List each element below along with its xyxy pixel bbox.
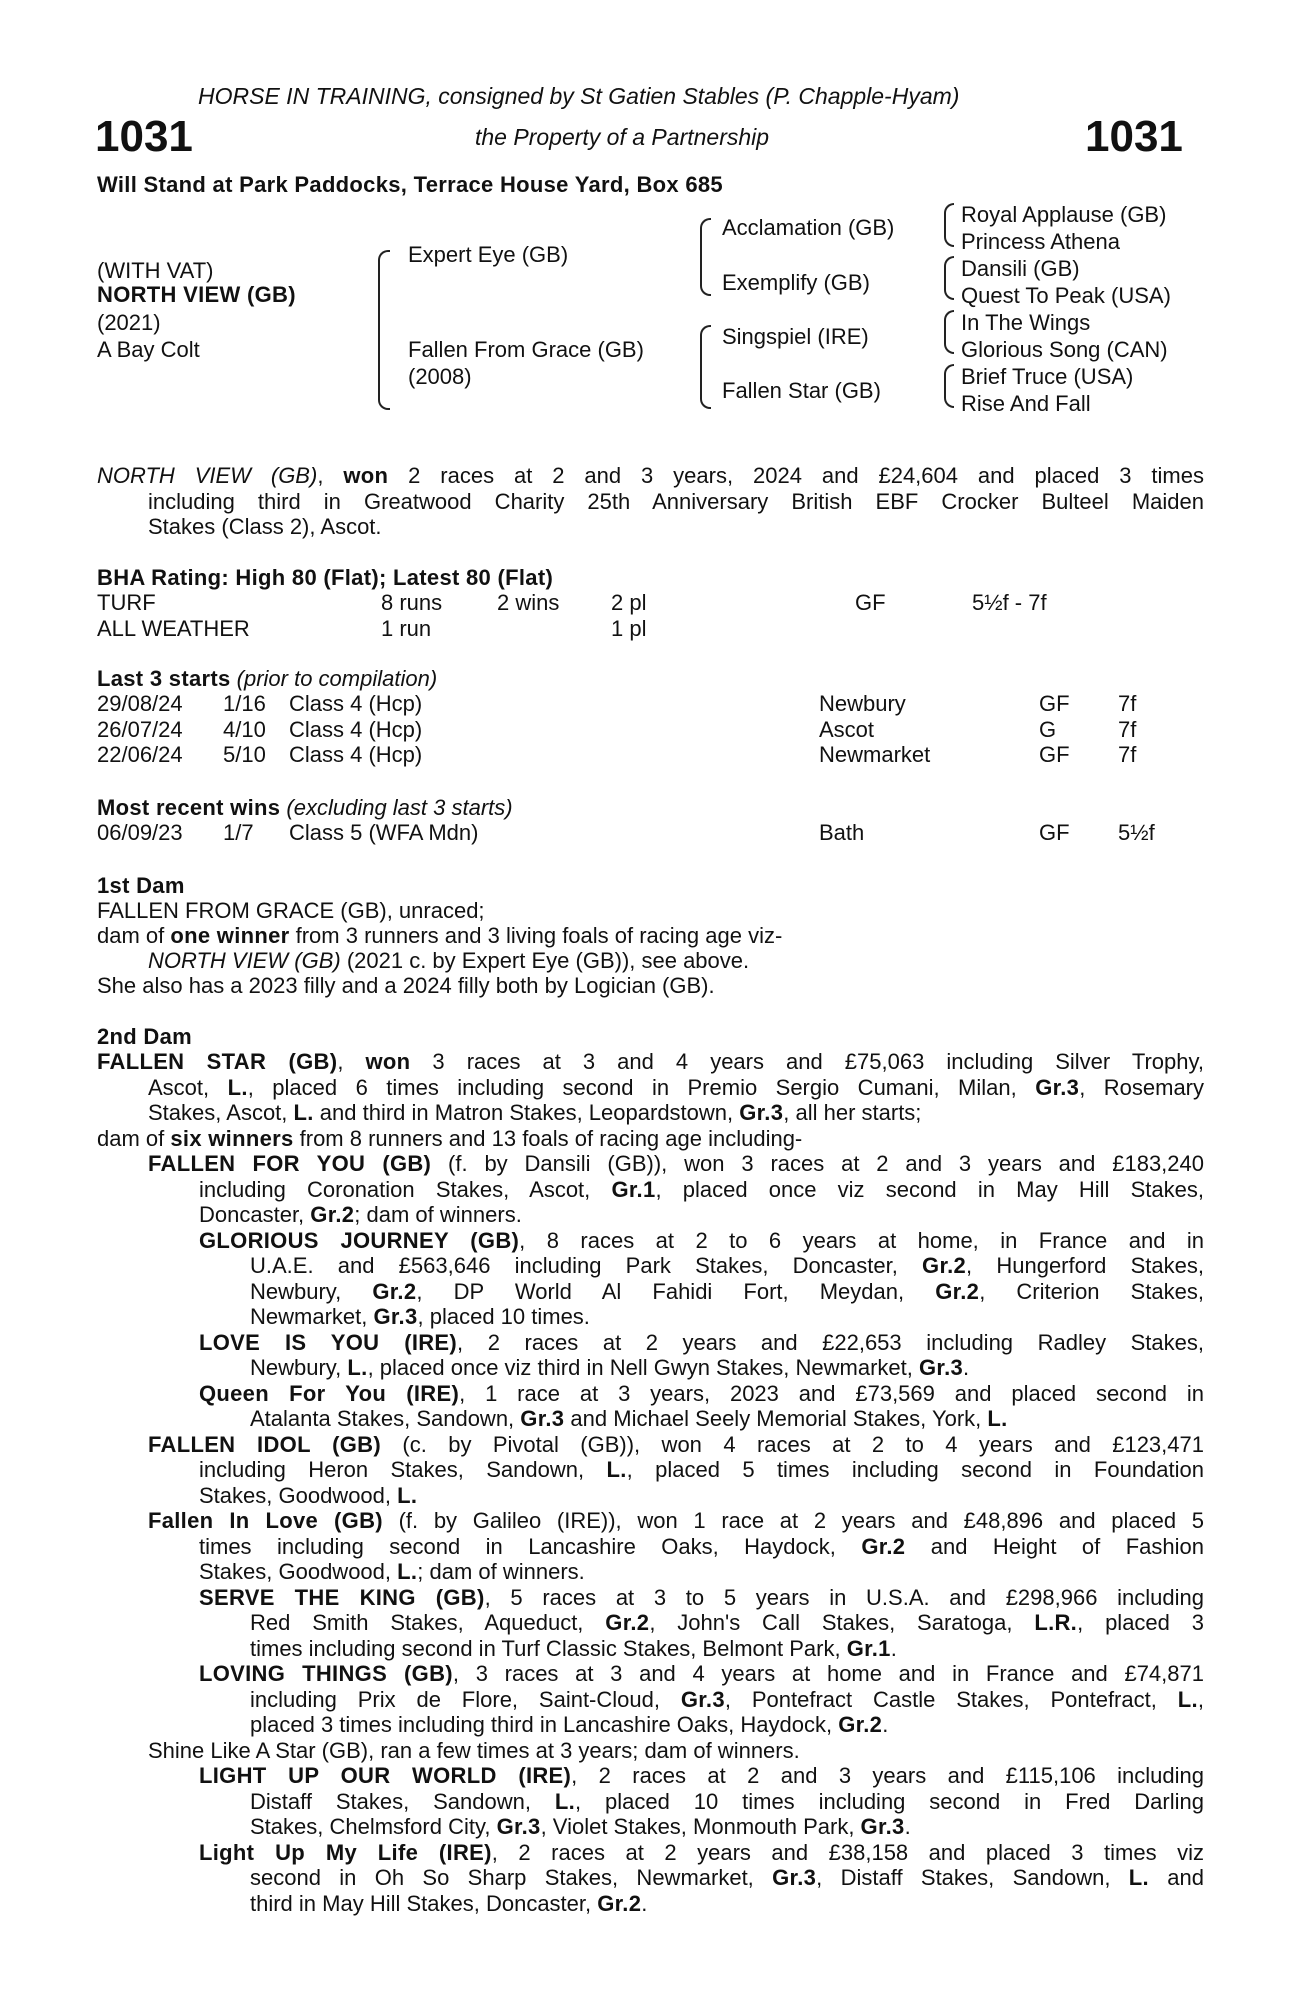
race-position: 4/10 [223,716,266,742]
property-line: the Property of a Partnership [475,124,770,150]
bold-text: L. [987,1406,1008,1431]
text: times including second in Lancashire Oaks, Haydock, [199,1533,862,1559]
summary-text: 2 races at 2 and 3 years, 2024 and £24,604 and placed 3 times [388,463,1204,488]
text: , DP World Al Fahidi Fort, Meydan, [416,1278,936,1304]
bold-text: Gr.1 [846,1635,891,1661]
produce-entry [97,1228,1204,1330]
text: , Violet Stakes, Monmouth Park, [540,1814,861,1839]
pedigree-sire: Expert Eye (GB) [408,242,569,267]
bold-text: LOVING THINGS (GB) [199,1661,453,1686]
pedigree-dds: Brief Truce (USA) [961,364,1134,389]
bold-text: Light Up My Life (IRE) [199,1839,492,1865]
text: , Criterion Stakes, [979,1278,1204,1304]
text: (f. by Galileo (IRE)), won 1 race at 2 years and £48,896 and placed 5 [382,1508,1204,1533]
text: , Pontefract Castle Stakes, Pontefract, [724,1686,1178,1712]
produce-line [97,1636,1204,1662]
produce-line [97,1304,1204,1330]
bold-text: L. [293,1100,314,1125]
produce-entry [97,1585,1204,1662]
produce-line [97,1253,1204,1279]
horse-description: A Bay Colt [97,337,200,362]
produce-line [97,1406,1204,1432]
text: , [1197,1686,1204,1712]
rating-runs: 1 run [381,616,432,641]
second-dam-body [97,1049,1204,1916]
bold-text: Gr.2 [372,1278,417,1304]
produce-entry [97,1508,1204,1585]
race-distance: 7f [1118,691,1137,716]
bold-text: LIGHT UP OUR WORLD (IRE) [199,1763,572,1788]
pedigree-brace-main [378,250,390,410]
produce-line [97,1559,1204,1585]
bold-text: L. [606,1457,627,1482]
produce-entry [97,1330,1204,1381]
produce-line [97,1049,1204,1075]
produce-line [97,1661,1204,1687]
produce-line [97,1100,1204,1126]
race-course: Newbury [819,691,906,716]
race-date: 29/08/24 [97,691,183,716]
text: Stakes, Goodwood, [199,1482,398,1508]
bold-text: Gr.3 [496,1814,541,1839]
race-class: Class 5 (WFA Mdn) [289,820,479,845]
race-position: 1/7 [223,820,254,845]
produce-entry [97,1151,1204,1228]
bold-text: L. [554,1788,576,1814]
text: , 2 races at 2 and 3 years and £115,106 including [571,1763,1205,1788]
bold-text: Gr.1 [611,1176,656,1202]
text: . [890,1635,897,1661]
race-date: 22/06/24 [97,742,183,767]
pedigree-dd: Fallen Star (GB) [722,378,881,403]
text: , placed 3 [1077,1610,1205,1635]
rating-surface: TURF [97,590,156,615]
text: Doncaster, [199,1202,311,1227]
produce-line [97,1177,1204,1203]
text: , Hungerford Stakes, [966,1253,1204,1278]
rating-placed: 1 pl [611,616,647,641]
race-course: Bath [819,820,865,845]
bold-text: Gr.3 [520,1406,565,1431]
text: , 1 race at 3 years, 2023 and £73,569 and placed second in [459,1380,1204,1406]
race-distance: 7f [1118,716,1137,742]
horse-name: NORTH VIEW (GB) [97,282,296,307]
bold-text: Gr.2 [838,1712,883,1737]
text: Ascot, [148,1074,228,1100]
pedigree-dsd: Glorious Song (CAN) [961,337,1168,362]
text: including Prix de Flore, Saint-Cloud, [250,1686,681,1712]
race-going: G [1039,716,1057,742]
rating-surface: ALL WEATHER [97,616,250,641]
first-dam-line2: dam of one winner from 3 runners and 3 living foals of racing age viz- [97,923,783,948]
text: , Rosemary [1079,1074,1205,1100]
text: U.A.E. and £563,646 including Park Stakes, Doncaster, [250,1253,923,1278]
bold-text: L. [347,1355,368,1380]
rating-wins: 2 wins [497,590,560,615]
box-location: Will Stand at Park Paddocks, Terrace House Yard, Box 685 [97,172,723,197]
produce-line [97,1202,1204,1228]
first-dam-line4: She also has a 2023 filly and a 2024 filly both by Logician (GB). [97,973,715,998]
bold-text: L. [1128,1865,1149,1890]
lot-number-left: 1031 [95,112,193,161]
produce-line [97,1814,1204,1840]
race-going: GF [1039,691,1070,716]
produce-line [97,1585,1204,1611]
bold-text: Gr.3 [373,1304,418,1329]
pedigree-sdd: Quest To Peak (USA) [961,283,1171,308]
pedigree-dam: Fallen From Grace (GB) [408,337,644,362]
produce-line [97,1330,1204,1356]
first-dam-line1: FALLEN FROM GRACE (GB), unraced; [97,898,485,923]
text: third in May Hill Stakes, Doncaster, [250,1890,598,1916]
text: Distaff Stakes, Sandown, [250,1788,555,1814]
bold-text: SERVE THE KING (GB) [199,1584,485,1610]
produce-entry [97,1432,1204,1509]
bold-text: Gr.2 [605,1610,650,1635]
text: Stakes, Ascot, [148,1100,294,1125]
text: , 8 races at 2 to 6 years at home, in France and in [519,1227,1204,1253]
produce-line [97,1483,1204,1509]
race-distance: 7f [1118,742,1137,767]
text: , placed 6 times including second in Premio Sergio Cumani, Milan, [247,1074,1036,1100]
race-position: 1/16 [223,691,266,716]
text: , placed 5 times including second in Foundation [626,1457,1204,1482]
bold-text: won [365,1049,411,1074]
bold-text: Gr.3 [739,1100,784,1125]
text: including Coronation Stakes, Ascot, [199,1176,612,1202]
text: , 2 races at 2 years and £38,158 and placed 3 times viz [491,1839,1204,1865]
bold-text: Gr.3 [680,1686,725,1712]
race-summary: NORTH VIEW (GB), won 2 races at 2 and 3 years, 2024 and £24,604 and placed 3 times including third in Greatwood Charity 25th Anniversary British EBF Crocker Bulteel Maiden Stakes (Class 2), Ascot. [97,463,1204,539]
produce-line [97,1279,1204,1305]
text: . [882,1712,889,1737]
bold-text: FALLEN FOR YOU (GB) [148,1151,432,1176]
text: times including second in Turf Classic Stakes, Belmont Park, [250,1635,847,1661]
first-dam-line3: NORTH VIEW (GB) (2021 c. by Expert Eye (GB)), see above. [148,948,750,973]
produce-entry [97,1738,1204,1764]
produce-line [97,1151,1204,1177]
produce-entry [97,1049,1204,1126]
rating-runs: 8 runs [381,590,443,615]
produce-entry [97,1661,1204,1738]
produce-line [97,1075,1204,1101]
race-going: GF [1039,820,1070,845]
bold-text: L. [227,1074,248,1100]
race-course: Ascot [819,716,875,742]
text: and [1148,1865,1204,1890]
vat-label: (WITH VAT) [97,258,214,283]
text: ; dam of winners. [417,1559,585,1584]
produce-line [97,1228,1204,1254]
horse-year: (2021) [97,310,161,335]
race-course: Newmarket [819,742,931,767]
produce-line [97,1610,1204,1636]
text: dam of [97,1125,171,1151]
produce-line [97,1355,1204,1381]
produce-line [97,1891,1204,1917]
pedigree-sss: Royal Applause (GB) [961,202,1167,227]
produce-entry [97,1763,1204,1840]
text: , 5 races at 3 to 5 years in U.S.A. and £298,966 including [484,1584,1204,1610]
pedigree-brace-dam [700,325,711,409]
pedigree-ds: Singspiel (IRE) [722,324,869,349]
summary-line2: including third in Greatwood Charity 25th Anniversary British EBF Crocker Bulteel Maiden [148,488,1204,514]
produce-line [97,1687,1204,1713]
rating-distance: 5½f - 7f [972,590,1047,615]
bold-text: L. [397,1482,418,1508]
bold-text: FALLEN STAR (GB) [97,1049,338,1074]
pedigree-brace-ss [944,203,954,247]
text: , 3 races at 3 and 4 years at home and in France and £74,871 [452,1661,1204,1686]
text: , John's Call Stakes, Saratoga, [649,1610,1035,1635]
text: Red Smith Stakes, Aqueduct, [250,1610,606,1635]
produce-line [97,1763,1204,1789]
pedigree-brace-sire [700,218,711,296]
first-dam-heading: 1st Dam [97,873,185,898]
text: . [904,1814,911,1839]
produce-line [97,1381,1204,1407]
produce-line [97,1738,1204,1764]
text: , all her starts; [783,1100,922,1125]
bold-text: Gr.2 [922,1253,967,1278]
race-date: 26/07/24 [97,716,183,742]
text: , placed 10 times. [417,1304,590,1329]
pedigree-brace-ds [944,310,954,354]
text: (c. by Pivotal (GB)), won 4 races at 2 to 4 years and £123,471 [380,1431,1204,1457]
pedigree-sds: Dansili (GB) [961,256,1080,281]
produce-line [97,1508,1204,1534]
pedigree-brace-dd [944,364,954,408]
bold-text: Fallen In Love (GB) [148,1508,383,1533]
race-distance: 5½f [1118,820,1155,845]
text: Stakes, Goodwood, [199,1559,398,1584]
text: , placed once viz third in Nell Gwyn Stakes, Newmarket, [367,1355,920,1380]
bold-text: Gr.3 [919,1355,964,1380]
bold-text: Gr.2 [935,1278,980,1304]
text: Newbury, [250,1278,373,1304]
produce-entry [97,1840,1204,1917]
pedigree-sd: Exemplify (GB) [722,270,870,295]
recent-wins-heading: Most recent wins (excluding last 3 starts) [97,795,513,820]
bold-text: L. [397,1559,418,1584]
bold-text: six winners [170,1125,294,1151]
bold-text: Gr.3 [860,1814,905,1839]
pedigree-dss: In The Wings [961,310,1091,335]
text: second in Oh So Sharp Stakes, Newmarket, [250,1865,773,1890]
produce-line [97,1432,1204,1458]
race-class: Class 4 (Hcp) [289,742,423,767]
text: and Michael Seely Memorial Stakes, York, [564,1406,988,1431]
pedigree-ssd: Princess Athena [961,229,1120,254]
text: Shine Like A Star (GB), ran a few times at 3 years; dam of winners. [148,1737,800,1763]
rating-heading: BHA Rating: High 80 (Flat); Latest 80 (Flat) [97,565,554,590]
bold-text: Gr.2 [861,1533,906,1559]
rating-placed: 2 pl [611,590,647,615]
second-dam-heading: 2nd Dam [97,1024,193,1049]
text: from 8 runners and 13 foals of racing age including- [293,1125,803,1151]
race-going: GF [1039,742,1070,767]
text: Stakes, Chelmsford City, [250,1814,497,1839]
bold-text: Queen For You (IRE) [199,1380,460,1406]
race-class: Class 4 (Hcp) [289,716,423,742]
text: (f. by Dansili (GB)), won 3 races at 2 and 3 years and £183,240 [431,1151,1204,1176]
text: ; dam of winners. [354,1202,522,1227]
pedigree-brace-sd [944,256,954,300]
rating-going: GF [855,590,886,615]
text: including Heron Stakes, Sandown, [199,1457,607,1482]
pedigree-dam-year: (2008) [408,364,472,389]
text: , 2 races at 2 years and £22,653 including Radley Stakes, [457,1329,1204,1355]
produce-entry [97,1381,1204,1432]
bold-text: L.R. [1034,1610,1078,1635]
summary-line3: Stakes (Class 2), Ascot. [148,514,382,539]
produce-entry [97,1126,1204,1152]
text: and third in Matron Stakes, Leopardstown, [313,1100,740,1125]
text: and Height of Fashion [905,1533,1204,1559]
bold-text: Gr.3 [772,1865,817,1890]
produce-line [97,1126,1204,1152]
text: Atalanta Stakes, Sandown, [250,1406,521,1431]
produce-line [97,1457,1204,1483]
bold-text: L. [1177,1686,1198,1712]
race-date: 06/09/23 [97,820,183,845]
produce-line [97,1840,1204,1866]
text: . [641,1890,648,1916]
consignment-line: HORSE IN TRAINING, consigned by St Gatien Stables (P. Chapple-Hyam) [198,83,960,109]
produce-line [97,1534,1204,1560]
bold-text: Gr.2 [597,1890,642,1916]
text: placed 3 times including third in Lancashire Oaks, Haydock, [250,1712,839,1737]
pedigree-ss: Acclamation (GB) [722,215,895,240]
bold-text: Gr.2 [310,1202,355,1227]
text: , placed once viz second in May Hill Stakes, [655,1176,1204,1202]
text: , [337,1049,366,1074]
summary-won: won [343,463,389,488]
pedigree-ddd: Rise And Fall [961,391,1091,416]
text: . [963,1355,970,1380]
produce-line [97,1712,1204,1738]
race-position: 5/10 [223,742,266,767]
last-starts-heading: Last 3 starts (prior to compilation) [97,666,438,691]
bold-text: Gr.3 [1035,1074,1080,1100]
produce-line [97,1865,1204,1891]
text: , placed 10 times including second in Fred Darling [575,1788,1204,1814]
summary-horse-name: NORTH VIEW (GB) [97,463,318,488]
bold-text: LOVE IS YOU (IRE) [199,1329,458,1355]
text: 3 races at 3 and 4 years and £75,063 including Silver Trophy, [410,1049,1204,1074]
text: , Distaff Stakes, Sandown, [816,1865,1129,1890]
race-class: Class 4 (Hcp) [289,691,423,716]
bold-text: FALLEN IDOL (GB) [148,1431,381,1457]
text: Newbury, [250,1355,348,1380]
lot-number-right: 1031 [1085,112,1183,161]
bold-text: GLORIOUS JOURNEY (GB) [199,1227,520,1253]
text: Newmarket, [250,1304,374,1329]
produce-line [97,1789,1204,1815]
